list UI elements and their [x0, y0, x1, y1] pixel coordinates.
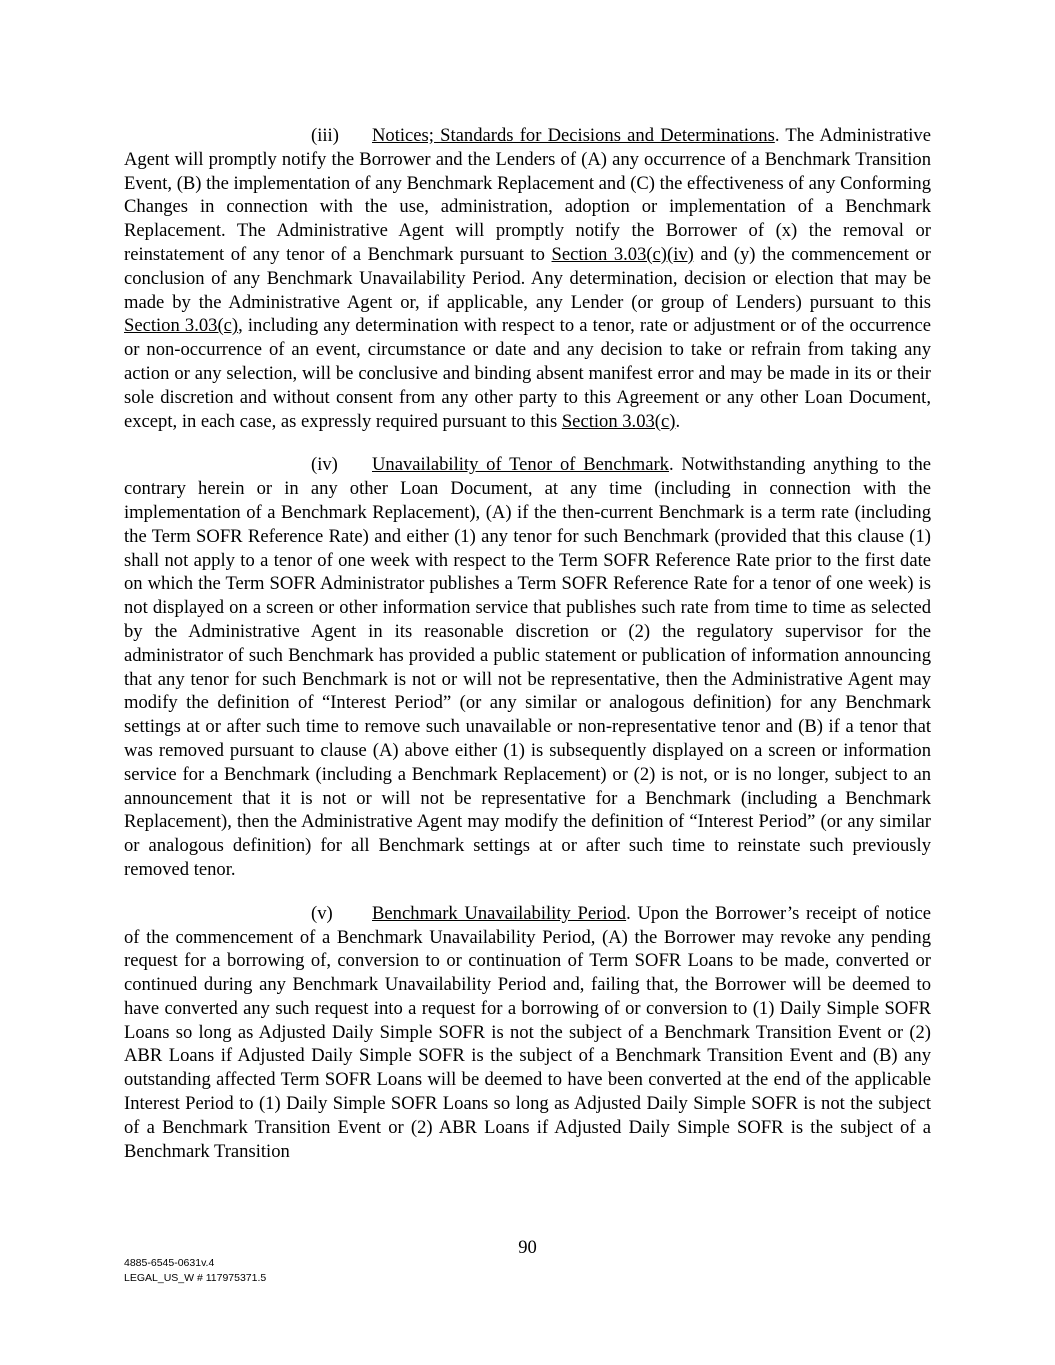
document-page [124, 124, 931, 1183]
section-reference: Section 3.03(c) [561, 410, 676, 432]
paragraph-text: , including any determination with respect to a tenor, rate or adjustment or of the occurrence or non-occurrence of an event, circumstance or date and any decision to take or refrain from taking any action or any selection, will be conclusive and binding absent manifest error and may be made in its or their sole discretion and without consent from any other party to this Agreement or any other Loan Document, except, in each case, as expressly required pursuant to this [124, 315, 931, 432]
paragraph-v [124, 902, 931, 1164]
clause-number: (iv) [311, 454, 338, 476]
clause-number: (iii) [311, 125, 339, 146]
document-footer [124, 1256, 266, 1285]
paragraph-iv [124, 453, 931, 881]
clause-heading: Unavailability of Tenor of Benchmark [372, 454, 669, 476]
footer-doc-id: 4885-6545-0631v.4 [124, 1257, 215, 1269]
clause-heading: Notices; Standards for Decisions and Determinations [372, 125, 775, 146]
section-reference: Section 3.03(c) [124, 315, 239, 337]
section-reference: Section 3.03(c)(iv) [551, 243, 694, 265]
paragraph-iii [124, 124, 931, 433]
paragraph-text: and (y) the commencement or conclusion of any Benchmark Unavailability Period. Any determination, decision or election that may be made by the Administrative Agent or, if applicable, any Lender (or group of Lenders) pursuant to this [124, 243, 932, 313]
footer-legal-id: LEGAL_US_W # 117975371.5 [124, 1271, 267, 1284]
paragraph-text: . Notwithstanding anything to the contrary herein or in any other Loan Document, at any time (including in connection with the implementation of a Benchmark Replacement), (A) if the then-current Benchmark is a term rate (including the Term SOFR Reference Rate) and either (1) any tenor for such Benchmark (provided that this clause (1) shall not apply to a tenor of one week with respect to the Term SOFR Reference Rate prior to the first date on which the Term SOFR Administrator publishes a Term SOFR Reference Rate for a tenor of one week) is not displayed on a screen or other information service that publishes such rate from time to time as selected by the Administrative Agent in its reasonable discretion or (2) the regulatory supervisor for the administrator of such Benchmark has provided a public statement or publication of information announcing that any tenor for such Benchmark is not or will not be representative, then the Administrative Agent may modify the definition of “Interest Period” (or any similar or analogous definition) for any Benchmark settings at or after such time to remove such unavailable or non-representative tenor and (B) if a tenor that was removed pursuant to clause (A) above either (1) is subsequently displayed on a screen or information service for a Benchmark (including a Benchmark Replacement) or (2) is not, or is no longer, subject to an announcement that it is not or will not be representative for a Benchmark (including a Benchmark Replacement), then the Administrative Agent may modify the definition of “Interest Period” (or any similar or analogous definition) for all Benchmark settings at or after such time to reinstate such previously removed tenor. [124, 454, 931, 880]
paragraph-text: . The Administrative Agent will promptly notify the Borrower and the Lenders of (A) any occurrence of a Benchmark Transition Event, (B) the implementation of any Benchmark Replacement and (C) the effectiveness of any Conforming Changes in connection with the use, administration, adoption or implementation of a Benchmark Replacement. The Administrative Agent will promptly notify the Borrower of (x) the removal or reinstatement of any tenor of a Benchmark pursuant to [124, 125, 931, 265]
page-number: 90 [518, 1237, 537, 1258]
paragraph-text: . [675, 410, 681, 432]
clause-number: (v) [311, 902, 333, 924]
paragraph-text: . Upon the Borrower’s receipt of notice of the commencement of a Benchmark Unavailability Period, (A) the Borrower may revoke any pending request for a borrowing of, conversion to or continuation of Term SOFR Loans to be made, converted or continued during any Benchmark Unavailability Period and, failing that, the Borrower will be deemed to have converted any such request into a request for a borrowing of or conversion to (1) Daily Simple SOFR Loans so long as Adjusted Daily Simple SOFR is not the subject of a Benchmark Transition Event or (2) ABR Loans if Adjusted Daily Simple SOFR is the subject of a Benchmark Transition Event and (B) any outstanding affected Term SOFR Loans will be deemed to have been converted at the end of the applicable Interest Period to (1) Daily Simple SOFR Loans so long as Adjusted Daily Simple SOFR is not the subject of a Benchmark Transition Event or (2) ABR Loans if Adjusted Daily Simple SOFR is the subject of a Benchmark Transition [124, 902, 932, 1162]
clause-heading: Benchmark Unavailability Period [372, 902, 627, 924]
